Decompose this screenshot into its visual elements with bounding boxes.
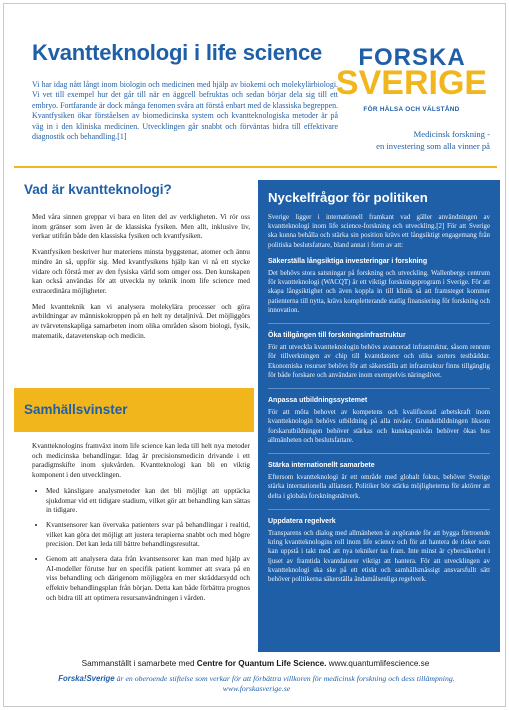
slogan-line-1: Medicinsk forskning - (413, 129, 490, 139)
forska-sverige-logo (334, 44, 489, 124)
society-bullet-list (46, 487, 250, 604)
logo-tagline: FÖR HÄLSA OCH VÄLSTÅND (363, 106, 460, 113)
divider (268, 388, 490, 389)
policy-body (268, 213, 490, 592)
section-heading-what-is: Vad är kvantteknologi? (24, 182, 172, 197)
society-body (32, 442, 250, 609)
divider (268, 453, 490, 454)
intro-paragraph: Vi har idag nått långt inom biologin och medicinen med hjälp av biokemi och molekylärbiologi. Vi vet till exempel hur det går till när en äggcell befruktas och sedan börjar dela sig till ett embryo. Fortfarande är dock många fenomen svåra att förstå enbart med de klassiska begreppen. Kvantfysiken ökar förståelsen av biomedicinska system och kvantteknologiska metoder är på väg in i den kliniska medicinen. Utvecklingen går snabbt och förväntas bidra till effektivare diagnostik och behandling.[1] (32, 80, 338, 142)
page-title: Kvantteknologi i life science (32, 40, 323, 65)
policy-item-title: Uppdatera regelverk (268, 517, 336, 525)
policy-item-title: Stärka internationellt samarbete (268, 462, 375, 470)
divider (268, 323, 490, 324)
slogan-line-2: en investering som alla vinner på (376, 140, 490, 151)
section-heading-society: Samhällsvinster (24, 402, 128, 417)
policy-item-title: Säkerställa långsiktiga investeringar i forskning (268, 257, 428, 265)
footer-about-text: är en oberoende stiftelse som verkar för att förbättra villkoren för medicinsk forskning och dess tillämpning. www.forskasverige.se (114, 674, 455, 693)
policy-item-text: För att möta behovet av kompetens och kvalificerad arbetskraft inom kvantteknologin behövs utbildning på alla nivåer. Grundutbildningen liksom forskarutbildningen behöver stärkas och kunskapsnivån behöver ökas hos allmänheten och beslutsfattare. (268, 409, 490, 444)
society-intro: Kvantteknologins framväxt inom life science kan leda till helt nya metoder och medicinska behandlingar. Idag är precisionsmedicin drivande i ett paradigmskifte inom sjukvården. Kvantteknologi kan bli en viktig komponent i den utvecklingen. (32, 442, 250, 480)
logo-word-sverige: SVERIGE (335, 64, 488, 102)
what-is-paragraph-1: Med våra sinnen greppar vi bara en liten del av verkligheten. Vi rör oss inom gränser som även är de klassiska fysiken. Men allt, inklusive liv, verkar utifrån både den klassiska fysiken och kvantfysiken. (32, 213, 250, 241)
what-is-body (32, 213, 250, 347)
slogan (330, 129, 490, 152)
what-is-paragraph-2: Kvantfysiken beskriver hur materiens minsta byggstenar, atomer och ännu mindre än så, uppför sig. Med kvantfysikens hjälp kan vi nå ett stycke vidare och förstå mer av den fysiska värld som omger oss. Den kunskapen kan också användas för att utveckla ny teknik inom life science med extraordinära möjligheter. (32, 248, 250, 295)
policy-panel (258, 180, 500, 652)
footer-partner: Centre for Quantum Life Science. (196, 659, 327, 668)
divider (268, 509, 490, 510)
footer-partner-link[interactable]: www.quantumlifescience.se (326, 659, 430, 668)
footer-prefix: Sammanställt i samarbete med (81, 659, 197, 668)
policy-intro: Sverige ligger i internationell framkant vad gäller användningen av kvantteknologi inom life science-forskning och utveckling.[2] För att Sverige ska kunna behålla och stärka sin position krävs ett långsiktigt engagemang från politiska beslutsfattare, bland annat i form av att: (268, 214, 490, 249)
policy-item-text: Transparens och dialog med allmänheten är avgörande för att bygga förtroende kring kvantteknologins roll inom life science och för att hantera de risker som kan uppstå i takt med att nya tekniker tas fram. Inte minst är cybersäkerhet i ljuset av framtida kvantdatorer viktigt att hantera. För att utvecklingen av kvantteknologi ska ske på ett etiskt och samhällsmässigt ansvarsfullt sätt behöver politikerna säkerställa ändamålsenliga regelverk. (268, 530, 490, 584)
footer-brand: Forska!Sverige (58, 674, 115, 683)
logo-word-forska: FORSKA (358, 44, 466, 71)
list-item: • Kvantsensorer kan övervaka patienters svar på behandlingar i realtid, vilket kan göra det möjligt att justera terapierna snabbt och med högre precision. Det kan leda till bättre behandlingsresultat. (46, 521, 250, 550)
policy-item-title: Öka tillgången till forskningsinfrastruktur (268, 332, 406, 340)
policy-item-text: För att utveckla kvantteknologin behövs avancerad infrastruktur, såsom renrum för tillverkningen av chip till kvantdatorer och olika sorters testbäddar. Ekonomiska resurser behövs för att säkerställa att infrastruktur finns tillgänglig för både forskare och användare inom exempelvis näringslivet. (268, 344, 490, 379)
header-divider (14, 166, 497, 168)
document-page (3, 3, 506, 707)
list-item: • Med känsligare analysmetoder kan det bli möjligt att upptäcka sjukdomar vid ett tidigare stadium, vilket gör att behandling kan sättas in tidigare. (46, 487, 250, 516)
society-heading-band (14, 388, 254, 432)
footer-collaboration (4, 659, 506, 668)
section-heading-policy: Nyckelfrågor för politiken (268, 190, 428, 205)
policy-item-text: Det behövs stora satsningar på forskning och utveckling. Wallenbergs centrum för kvantteknologi (WACQT) är ett viktigt forskningsprogram i Sverige. För att skapa långsiktighet och även koppla in till klinik så att framsteget kommer patienterna till nytta, krävs kompletterande statlig finansiering för forskning och innovation. (268, 270, 490, 314)
policy-item-title: Anpassa utbildningssystemet (268, 397, 368, 405)
policy-item-text: Eftersom kvantteknologi är ett område med globalt fokus, behöver Sverige stärka internationella allianser. Politiker bör stärka möjligheterna för aktörer att delta i globala forskningsnätverk. (268, 474, 490, 500)
what-is-paragraph-3: Med kvantteknik kan vi analysera molekylära processer och göra avbildningar av människokroppen på en helt ny detaljnivå. Det möjliggörs av tvärvetenskapliga samarbeten inom olika områden såsom biologi, fysik, matematik, datavetenskap och medicin. (32, 302, 250, 340)
footer-about (34, 674, 479, 694)
list-item: • Genom att analysera data från kvantsensorer kan man med hjälp av AI-modeller förutse hur en specifik patient kommer att svara på en viss behandling och därigenom möjliggöra en mer skräddarsydd och effektiv behandlingsplan från början. Detta kan både förbättra prognos och bidra till att optimera resursanvändningen i vården. (46, 555, 250, 604)
